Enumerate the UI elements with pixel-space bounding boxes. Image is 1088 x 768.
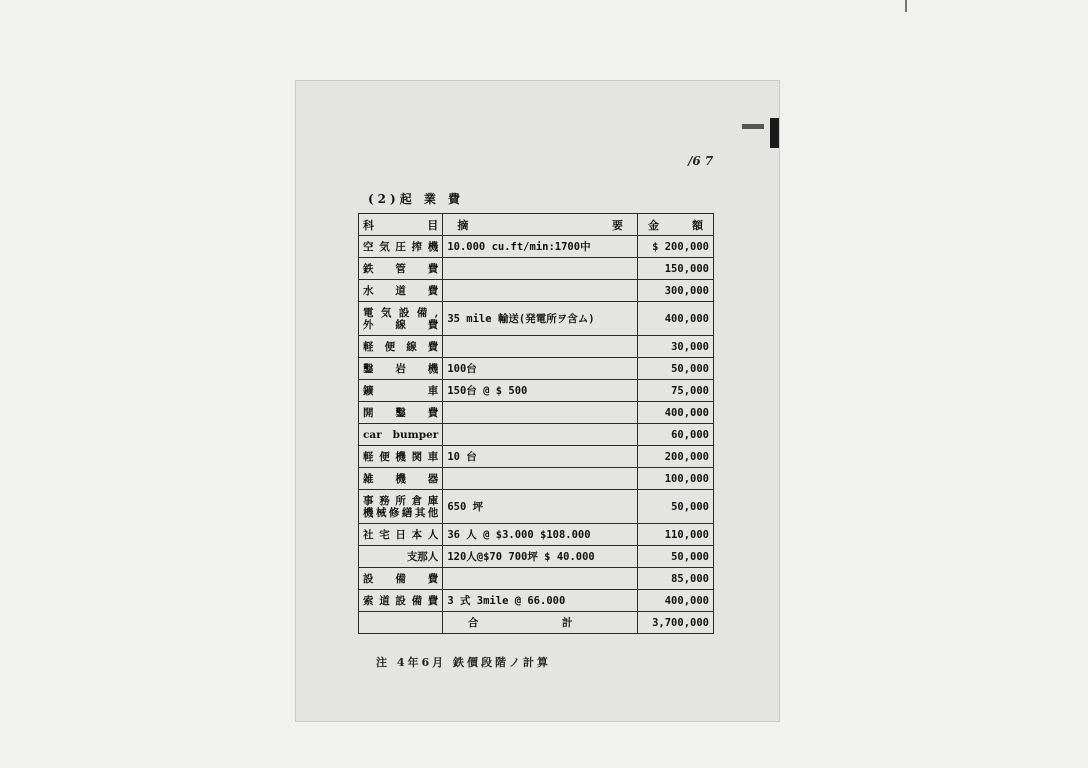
row-item	[359, 302, 443, 336]
row-item-line: 事務所倉庫	[363, 494, 439, 507]
row-item	[359, 590, 443, 612]
row-item	[359, 358, 443, 380]
row-item-line: 軽便線費	[363, 340, 439, 353]
page-number: /6 7	[688, 154, 714, 168]
row-item-line: 開 鑿 費	[363, 406, 439, 419]
row-item-line: 社宅日本人	[363, 528, 439, 541]
row-item-line: car bumper	[363, 428, 439, 441]
table-row	[359, 524, 714, 546]
row-item	[359, 380, 443, 402]
row-amount: 200,000	[637, 446, 713, 468]
cost-table	[358, 213, 714, 634]
row-item-line: 電気設備,	[363, 306, 439, 319]
total-label: 合 計	[443, 612, 638, 634]
row-description: 10.000 cu.ft/min:1700中	[443, 236, 638, 258]
row-item	[359, 446, 443, 468]
row-item	[359, 424, 443, 446]
table-row	[359, 490, 714, 524]
row-description	[443, 280, 638, 302]
row-item-line: 外 線 費	[363, 318, 439, 331]
row-item	[359, 336, 443, 358]
row-item	[359, 258, 443, 280]
row-item-line: 水 道 費	[363, 284, 439, 297]
scan-edge-smudge	[742, 124, 764, 129]
total-amount: 3,700,000	[637, 612, 713, 634]
row-description: 3 式 3mile @ 66.000	[443, 590, 638, 612]
table-row	[359, 358, 714, 380]
row-item-line: 鑛 車	[363, 384, 439, 397]
row-description	[443, 402, 638, 424]
row-item	[359, 524, 443, 546]
row-item-line: 空気圧搾機	[363, 240, 439, 253]
table-row	[359, 336, 714, 358]
row-amount: 50,000	[637, 358, 713, 380]
row-amount: 300,000	[637, 280, 713, 302]
row-item-line: 設 備 費	[363, 572, 439, 585]
scan-edge-mark	[770, 118, 779, 148]
table-row	[359, 236, 714, 258]
row-description	[443, 336, 638, 358]
table-row	[359, 568, 714, 590]
row-item-line: 索道設備費	[363, 594, 439, 607]
table-row	[359, 468, 714, 490]
row-amount: 150,000	[637, 258, 713, 280]
table-row	[359, 402, 714, 424]
table-row	[359, 380, 714, 402]
row-description: 10 台	[443, 446, 638, 468]
table-row	[359, 280, 714, 302]
section-title: (2)起 業 費	[368, 192, 465, 206]
row-description	[443, 468, 638, 490]
row-item	[359, 468, 443, 490]
row-item	[359, 568, 443, 590]
footnote: 注 4年6月 鉄價段階ノ計算	[376, 656, 551, 669]
row-item	[359, 280, 443, 302]
row-description: 100台	[443, 358, 638, 380]
table-row	[359, 446, 714, 468]
row-item	[359, 236, 443, 258]
table-row	[359, 590, 714, 612]
row-description	[443, 568, 638, 590]
total-row	[359, 612, 714, 634]
header-amount: 金 額	[637, 214, 713, 236]
table-row	[359, 546, 714, 568]
row-amount: 60,000	[637, 424, 713, 446]
row-item	[359, 490, 443, 524]
row-description: 150台 @ $ 500	[443, 380, 638, 402]
row-amount: 100,000	[637, 468, 713, 490]
row-amount: 50,000	[637, 490, 713, 524]
row-item-line: 支那人	[406, 551, 439, 563]
row-amount: 50,000	[637, 546, 713, 568]
row-amount: 400,000	[637, 590, 713, 612]
table-row	[359, 258, 714, 280]
header-item: 科 目	[359, 214, 443, 236]
total-empty-cell	[359, 612, 443, 634]
row-item-line: 鉄 管 費	[363, 262, 439, 275]
row-item-line: 雑 機 器	[363, 472, 439, 485]
row-amount: 75,000	[637, 380, 713, 402]
row-description: 650 坪	[443, 490, 638, 524]
row-amount: 400,000	[637, 302, 713, 336]
row-item-line: 機械修繕其他	[363, 506, 439, 519]
row-item-line: 鑿 岩 機	[363, 362, 439, 375]
row-description: 35 mile 輸送(発電所ヲ含ム)	[443, 302, 638, 336]
row-item	[359, 402, 443, 424]
table-row	[359, 302, 714, 336]
row-description	[443, 258, 638, 280]
row-amount: 30,000	[637, 336, 713, 358]
header-description: 摘 要	[443, 214, 638, 236]
row-amount: 85,000	[637, 568, 713, 590]
row-item-line: 軽便機関車	[363, 450, 439, 463]
scan-speck	[905, 0, 907, 12]
row-amount: $ 200,000	[637, 236, 713, 258]
table-header-row	[359, 214, 714, 236]
table-row	[359, 424, 714, 446]
row-amount: 400,000	[637, 402, 713, 424]
row-item	[359, 546, 443, 568]
row-description	[443, 424, 638, 446]
row-amount: 110,000	[637, 524, 713, 546]
row-description: 36 人 @ $3.000 $108.000	[443, 524, 638, 546]
row-description: 120人@$70 700坪 $ 40.000	[443, 546, 638, 568]
